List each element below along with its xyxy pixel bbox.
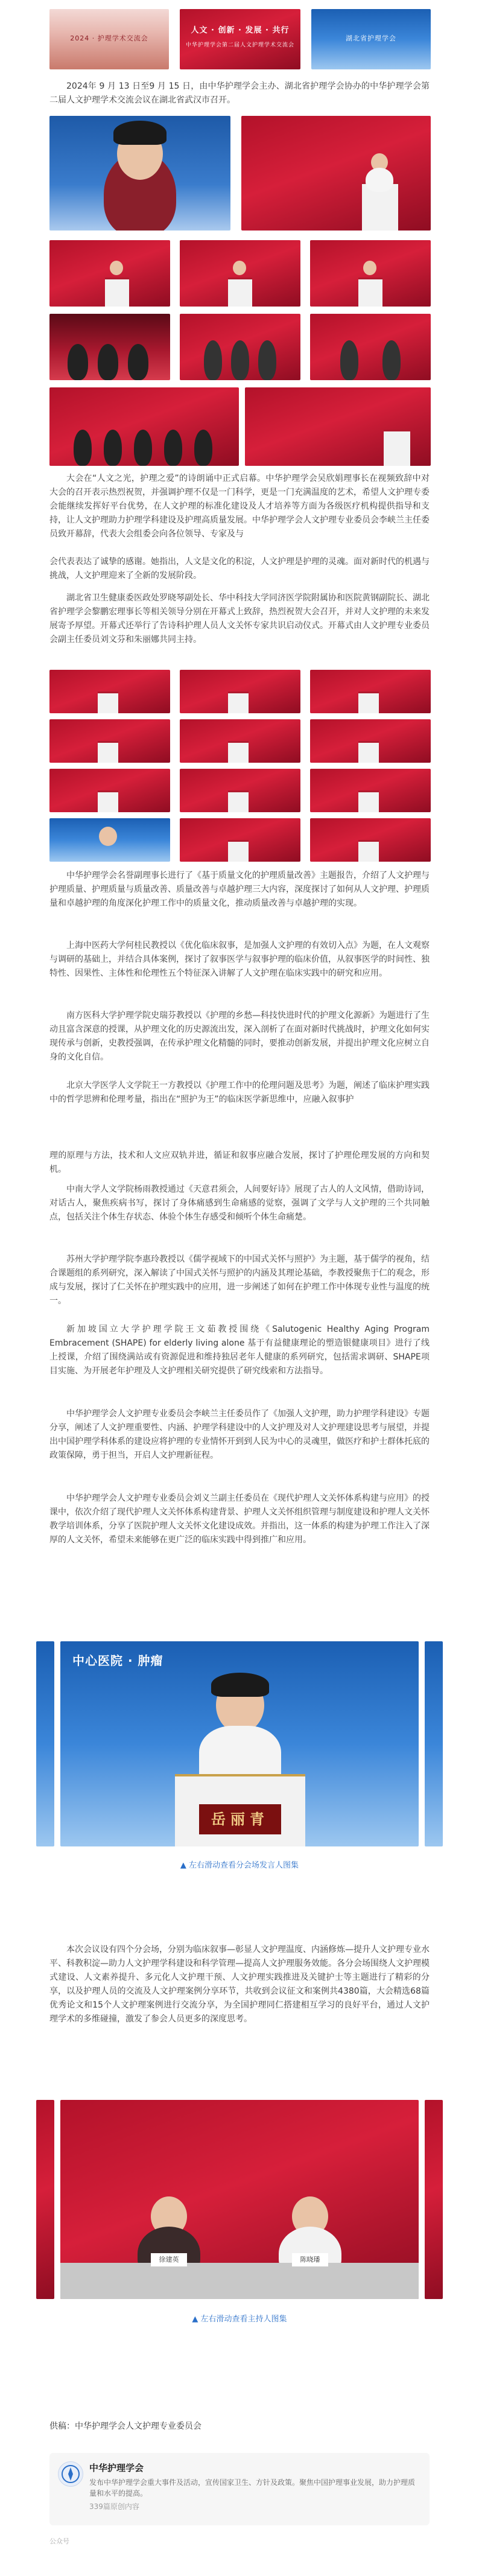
photo-grid-6 [310,314,431,380]
speaker-grid-12 [310,818,431,862]
speaker-grid-9 [310,769,431,812]
report-paragraph-7: 新加坡国立大学护理学院王文茹教授围绕《Salutogenic Healthy Aging Program Embracement (SHAPE) for elderly living alone 基于有益健康理论的塑造银健康项目》进行了线上授课，介绍了围绕满站或有资源促进和维持独居老年人健康的系列研究，包括需求调研、SHAPE项目实施、为开展老年护理及人文护理相关研究提供了研究线索和方法指导。 [49,1325,430,1376]
banner-right-text: 湖北省护理学会 [346,34,396,42]
photo-grid-1 [49,240,170,307]
speaker-grid-8 [180,769,300,812]
report-paragraph-2: 上海中医药大学何桂民教授以《优化临床叙事，是加强人文护理的有效切入点》为题，在人文观察与调研的基础上，并结合具体案例，探讨了叙事医学与叙事护理的临床价值，从叙事医学的时间性、独特性、因果性、主体性和伦理性五个特征深入讲解了人文护理在临床实践中的研究和应用。 [49,941,430,978]
report-paragraph-4-cont: 理的原理与方法，技术和人文应双轨并进，循证和叙事应融合发展，探讨了护理伦理发展的方向和契机。 [49,1151,430,1174]
banner-left-text: 2024 · 护理学术交流会 [70,34,148,42]
platform-mark: 公众号 [49,2537,69,2545]
banner-photo-right [311,9,431,69]
speaker-grid-4 [49,719,170,763]
host-carousel-prev-peek [36,2100,54,2299]
article-source: 供稿：中华护理学会人文护理专业委员会 [49,2422,201,2431]
sessions-paragraph: 本次会议设有四个分会场，分别为临床叙事—彰显人文护理温度、内涵修炼—提升人文护理专业水平、科教积淀—助力人文护理学科建设和科学管理—提高人文护理服务效能。各分会场围绕人文护理模式建设、人文素养提升、多元化人文护理干预、人文护理实践推进及关键护士等主题进行了精彩的分享，以及护理人员的交流及人文护理案例分享环节，共收到会议征文和案例共4380篇，大会精选68篇优秀论文和15个人文护理案例进行交流分享，为全国护理同仁搭建相互学习的良好平台，通过人文护理学术的多维碰撞，激发了参会人员更多的深度思考。 [49,1945,430,2024]
report-paragraph-9: 中华护理学会人文护理专业委员会刘义兰副主任委员在《现代护理人文关怀体系构建与应用》的授课中，依次介绍了现代护理人文关怀体系构建背景、护理人文关怀组织管理与制度建设和护理人文关怀教学培训体系，分享了医院护理人文关怀文化建设成效。并指出，这一体系的构建为护理工作注入了深厚的人文关怀，希望未来能够在更广泛的临床实践中得到推广和应用。 [49,1493,430,1545]
photo-grid-3 [310,240,431,307]
carousel-caption-hosts: ▲ 左右滑动查看主持人图集 [192,2315,287,2324]
banner-center-sub: 中华护理学会第二届人文护理学术交流会 [185,42,294,48]
speaker-grid-6 [310,719,431,763]
photo-stage-speech [241,116,431,231]
account-name: 中华护理学会 [89,2463,144,2473]
host-nameplate-right: 陈晓璠 [292,2253,328,2266]
report-paragraph-4: 北京大学医学人文学院王一方教授以《护理工作中的伦理问题及思考》为题，阐述了临床护理实践中的哲学思辨和伦理考量，指出在“照护为王”的临床医学新思维中，应融入叙事护 [49,1081,430,1104]
report-paragraph-3: 南方医科大学护理学院史瑞芬教授以《护理的乡愁—科技快进时代的护理文化源新》为题进行了生动且富含深意的授课，从护理文化的历史源流出发，深入剖析了在面对新时代挑战时，护理文化如何实现传承与创新，史教授强调，在传承护理文化精髓的同时，要推动创新发展，并提出护理文化应树立自身的文化自信。 [49,1011,430,1062]
report-paragraph-8: 中华护理学会人文护理专业委员会李峡兰主任委员作了《加强人文护理，助力护理学科建设》专题分享，阐述了人文护理重要性、内涵、护理学科建设中的人文护理及对人文护理建设思考与展望，并提出中国护理学科体系的建设应将护理的专业情怀开到到人民为中心的灵魂里，做医疗和护士群体托底的政策保障，勇于担当，开启人文护理新征程。 [49,1409,430,1460]
carousel-next-peek [425,1641,443,1846]
speaker-grid-10 [49,818,170,862]
account-card[interactable] [49,2453,430,2525]
photo-grid-2 [180,240,300,307]
host-carousel-slide[interactable] [60,2100,419,2299]
host-carousel-next-peek [425,2100,443,2299]
carousel-caption-speakers: ▲ 左右滑动查看分会场发言人图集 [180,1861,299,1870]
leaders-paragraph: 湖北省卫生健康委医政处罗晓琴副处长、华中科技大学同济医学院附属协和医院黄钢副院长、湖北省护理学会黎鹏宏理事长等相关领导分别在开幕式上致辞，热烈祝贺大会召开，并对人文护理的未来发展寄予厚望。开幕式还举行了告诗科护理人员人文关怀专家共识启动仪式。开幕式由人文护理专业委员会副主任委员刘文芬和朱丽娜共同主持。 [49,593,430,644]
photo-grid-5 [180,314,300,380]
speaker-grid-11 [180,818,300,862]
report-paragraph-5: 中南大学人文学院杨雨教授通过《天意君须会，人间要好诗》展现了古人的人文风情，借助诗词，对话古人，聚焦疾病书写，探讨了身体痛感到生命痛感的觉察，强调了文学与人文护理的三个共同触点，包括关注个体生存状态、体验个体生存感受和倾听个体生命痛楚。 [49,1185,430,1222]
carousel-prev-peek [36,1641,54,1846]
account-logo-icon [58,2461,83,2487]
photo-launch-ceremony [49,387,239,466]
speaker-grid-7 [49,769,170,812]
opening-paragraph-cont: 会代表表达了诚挚的感谢。她指出，人文是文化的积淀，人文护理是护理的灵魂。面对新时代的机遇与挑战，人文护理迎来了全新的发展阶段。 [49,557,430,580]
account-description: 发布中华护理学会重大事件及活动，宣传国家卫生、方针及政策。聚焦中国护理事业发展，助力护理质量和水平的提高。 [89,2478,416,2498]
speaker-nameplate: 岳丽青 [199,1804,281,1834]
report-paragraph-6: 苏州大学护理学院李惠玲教授以《儒学视域下的中国式关怀与照护》为主题，基于儒学的视角，结合课题组的系列研究，深入解读了中国式关怀与照护的内涵及其理论基础，李教授聚焦于仁的观念，形成与发展，探讨了仁关怀在护理实践中的应用，进一步阐述了如何在护理工作中体现专业性与温度的统一。 [49,1255,430,1306]
account-article-count: 339篇原创内容 [89,2502,139,2511]
banner-photo-center [180,9,300,69]
banner-center-title: 人文 · 创新 · 发展 · 共行 [191,26,290,35]
host-nameplate-left: 徐建英 [151,2253,187,2266]
report-paragraph-1: 中华护理学会名誉副理事长进行了《基于质量文化的护理质量改善》主题报告，介绍了人文护理与护理质量、护理质量与质量改善、质量改善与卓越护理三大内容，深度探讨了如何从人文护理、护理质量和卓越护理的角度深化护理工作中的质量文化，推动质量改善与卓越护理的实现。 [49,871,430,908]
speaker-grid-1 [49,670,170,713]
speaker-grid-3 [310,670,431,713]
speaker-grid-5 [180,719,300,763]
carousel-venue-text: 中心医院 · 肿瘤 [72,1653,163,1668]
intro-paragraph: 2024年 9 月 13 日至9 月 15 日，由中华护理学会主办、湖北省护理学会协办的中华护理学会第二届人文护理学术交流会议在湖北省武汉市召开。 [49,81,430,105]
photo-opening-stage [245,387,431,466]
speaker-carousel-slide[interactable] [60,1641,419,1846]
photo-speaker-portrait [49,116,230,231]
opening-paragraph: 大会在“人文之光，护理之爱”的诗朗诵中正式启幕。中华护理学会吴欣娟理事长在视频致辞中对大会的召开表示热烈祝贺，并强调护理不仅是一门科学，更是一门充满温度的艺术，希望人文护理专委会能继续发挥好平台优势，在人文护理的标准化建设及人才培养等方面为各级医疗机构提供指导和支持，让人文护理助力护理学科建设及护理高质量发展。中华护理学会人文护理专业委员会李峡兰主任委员致开幕辞，代表大会组委会向各位领导、专家及与 [49,474,430,539]
banner-photo-left [49,9,169,69]
photo-grid-4 [49,314,170,380]
speaker-grid-2 [180,670,300,713]
